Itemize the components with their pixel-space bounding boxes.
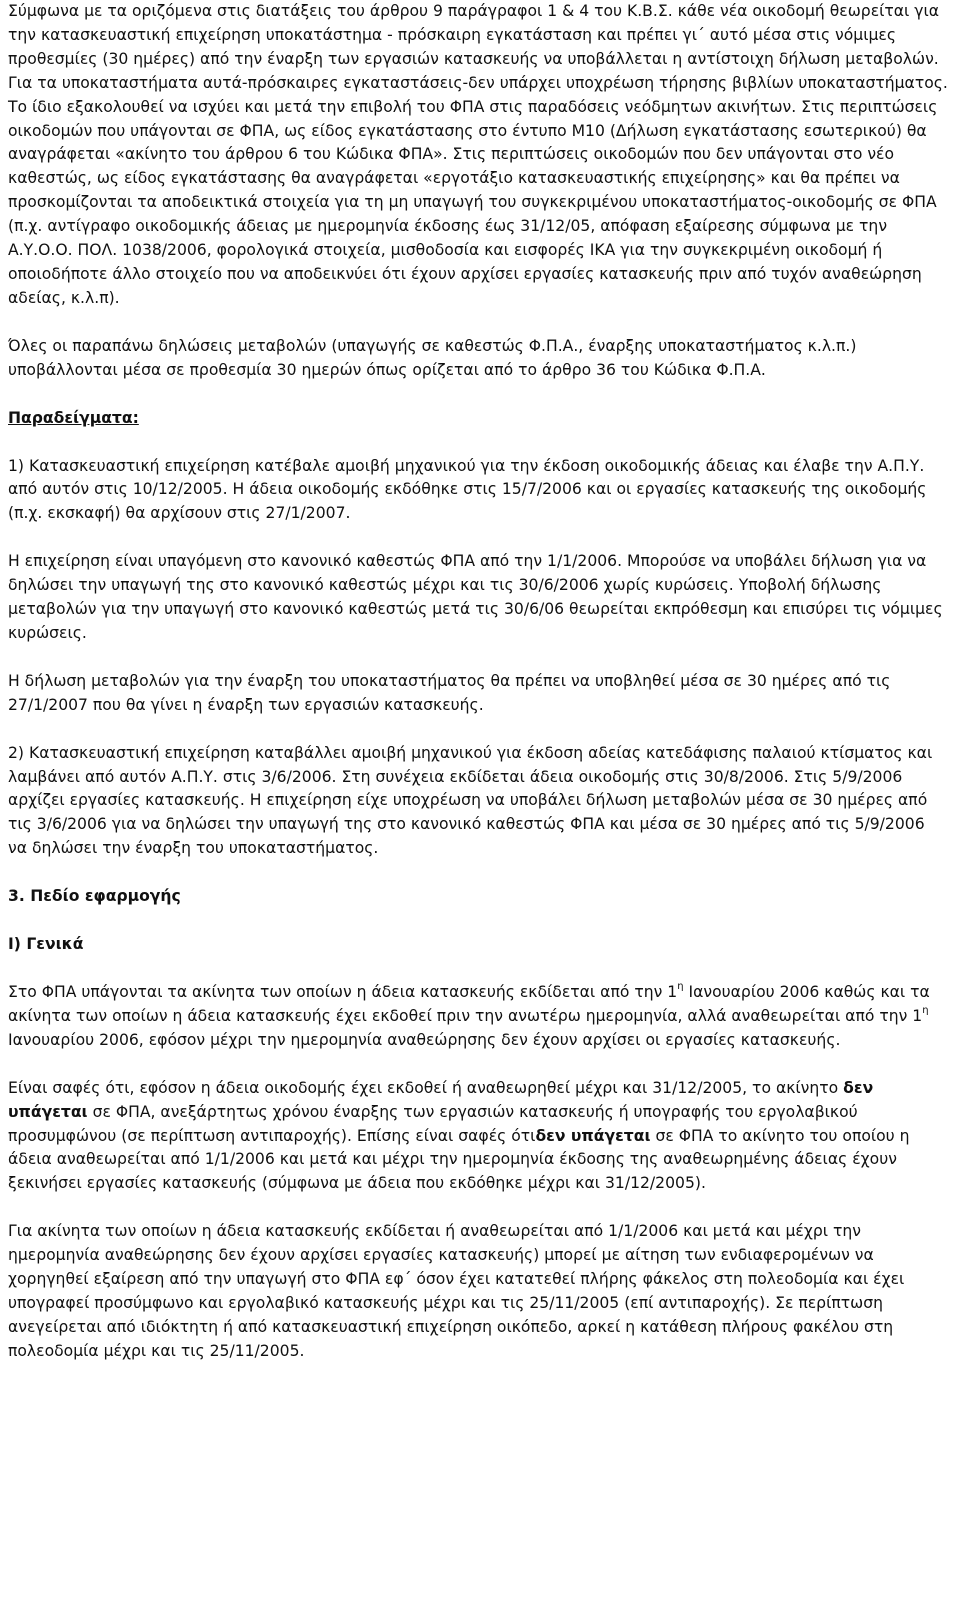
- general-paragraph-1: [8, 981, 948, 1053]
- general-p1-text-c: Ιανουαρίου 2006, εφόσον μέχρι την ημερομηνία αναθεώρησης δεν έχουν αρχίσει οι εργασίες κατασκευής.: [8, 1030, 841, 1049]
- example1-paragraph-3: Η δήλωση μεταβολών για την έναρξη του υποκαταστήματος θα πρέπει να υποβληθεί μέσα σε 30 ημέρες από τις 27/1/2007 που θα γίνει η έναρξη των εργασιών κατασκευής.: [8, 671, 891, 714]
- general-p2-text-a: Είναι σαφές ότι, εφόσον η άδεια οικοδομής έχει εκδοθεί ή αναθεωρηθεί μέχρι και 31/12/2005, το ακίνητο: [8, 1078, 844, 1097]
- general-p2-text-c: σε ΦΠΑ το ακίνητο του οποίου η άδεια αναθεωρείται από 1/1/2006 και μετά και μέχρι την ημερομηνία έκδοσης της αναθεωρημένης άδειας έχουν ξεκινήσει εργασίες κατασκευής (σύμφωνα με άδεια που εκδόθηκε μέχρι και 31/12/2005).: [8, 1126, 910, 1193]
- general-paragraph-2: [8, 1077, 948, 1197]
- general-p2-text-b: σε ΦΠΑ, ανεξάρτητως χρόνου έναρξης των εργασιών κατασκευής ή υπογραφής του εργολαβικού προσυμφώνου (σε περίπτωση αντιπαροχής). Επίσης είναι σαφές ότι: [8, 1102, 858, 1145]
- example1-paragraph-2: Η επιχείρηση είναι υπαγόμενη στο κανονικό καθεστώς ΦΠΑ από την 1/1/2006. Μπορούσε να υποβάλει δήλωση για να δηλώσει την υπαγωγή της στο κανονικό καθεστώς μέχρι και τις 30/6/2006 χωρίς κυρώσεις. Υποβολή δήλωσης μεταβολών για την υπαγωγή στο κανονικό καθεστώς μετά τις 30/6/06 θεωρείται εκπρόθεσμη και επισύρει τις νόμιμες κυρώσεις.: [8, 552, 943, 642]
- general-paragraph-3: Για ακίνητα των οποίων η άδεια κατασκευής εκδίδεται ή αναθεωρείται από 1/1/2006 και μετά και μέχρι την ημερομηνία αναθεώρησης δεν έχουν αρχίσει εργασίες κατασκευής) μπορεί με αίτηση των ενδιαφερομένων να χορηγηθεί εξαίρεση από την υπαγωγή στο ΦΠΑ εφ΄ όσον έχει κατατεθεί πλήρης φάκελος στη πολεοδομία και έχει υπογραφεί προσύμφωνο και εργολαβικό κατασκευής μέχρι και τις 25/11/2005 (επί αντιπαροχής). Σε περίπτωση ανεγείρεται από ιδιόκτητη ή από κατασκευαστική επιχείρηση οικόπεδο, αρκεί η κατάθεση πλήρους φακέλου στη πολεοδομία μέχρι και τις 25/11/2005.: [8, 1222, 905, 1360]
- section-general-heading: Ι) Γενικά: [8, 935, 84, 954]
- intro-paragraph: Σύμφωνα με τα οριζόμενα στις διατάξεις του άρθρου 9 παράγραφοι 1 & 4 του Κ.Β.Σ. κάθε νέα οικοδομή θεωρείται για την κατασκευαστική επιχείρηση υποκατάστημα - πρόσκαιρη εγκατάσταση και πρέπει γι΄ αυτό μέσα στις νόμιμες προθεσμίες (30 ημέρες) από την έναρξη των εργασιών κατασκευής να υποβάλλεται η αντίστοιχη δήλωση μεταβολών. Για τα υποκαταστήματα αυτά-πρόσκαιρες εγκαταστάσεις-δεν υπάρχει υποχρέωση τήρησης βιβλίων υποκαταστήματος. Το ίδιο εξακολουθεί να ισχύει και μετά την επιβολή του ΦΠΑ στις παραδόσεις νεόδμητων ακινήτων. Στις περιπτώσεις οικοδομών που υπάγονται σε ΦΠΑ, ως είδος εγκατάστασης στο έντυπο Μ10 (Δήλωση εγκατάστασης εσωτερικού) θα αναγράφεται «ακίνητο του άρθρου 6 του Κώδικα ΦΠΑ». Στις περιπτώσεις οικοδομών που δεν υπάγονται στο νέο καθεστώς, ως είδος εγκατάστασης θα αναγράφεται «εργοτάξιο κατασκευαστικής επιχείρησης» και θα πρέπει να προσκομίζονται τα αποδεικτικά στοιχεία για τη μη υπαγωγή του συγκεκριμένου υποκαταστήματος-οικοδομής σε ΦΠΑ (π.χ. αντίγραφο οικοδομικής άδειας με ημερομηνία έκδοσης έως 31/12/05, απόφαση εξαίρεσης σύμφωνα με την Α.Υ.Ο.Ο. ΠΟΛ. 1038/2006, φορολογικά στοιχεία, μισθοδοσία και εισφορές ΙΚΑ για την συγκεκριμένη οικοδομή ή οποιοδήποτε άλλο στοιχείο που να αποδεικνύει ότι έχουν αρχίσει εργασίες κατασκευής πριν από τυχόν αναθεώρηση αδείας, κ.λ.π).: [8, 2, 948, 307]
- general-p1-text-a: Στο ΦΠΑ υπάγονται τα ακίνητα των οποίων η άδεια κατασκευής εκδίδεται από την 1: [8, 983, 678, 1001]
- all-declarations-paragraph: Όλες οι παραπάνω δηλώσεις μεταβολών (υπαγωγής σε καθεστώς Φ.Π.Α., έναρξης υποκαταστήματος κ.λ.π.) υποβάλλονται μέσα σε προθεσμία 30 ημερών όπως ορίζεται από το άρθρο 36 του Κώδικα Φ.Π.Α.: [8, 336, 857, 379]
- examples-heading: Παραδείγματα:: [8, 408, 139, 427]
- ordinal-superscript: η: [922, 1004, 929, 1016]
- example1-paragraph-1: 1) Κατασκευαστική επιχείρηση κατέβαλε αμοιβή μηχανικού για την έκδοση οικοδομικής άδειας και έλαβε την Α.Π.Υ. από αυτόν στις 10/12/2005. Η άδεια οικοδομής εκδόθηκε στις 15/7/2006 και οι εργασίες κατασκευής της οικοδομής (π.χ. εκσκαφή) θα αρχίσουν στις 27/1/2007.: [8, 456, 927, 523]
- example2-paragraph-1: 2) Κατασκευαστική επιχείρηση καταβάλλει αμοιβή μηχανικού για έκδοση αδείας κατεδάφισης παλαιού κτίσματος και λαμβάνει από αυτόν Α.Π.Υ. στις 3/6/2006. Στη συνέχεια εκδίδεται άδεια οικοδομής στις 30/8/2006. Στις 5/9/2006 αρχίζει εργασίες κατασκευής. Η επιχείρηση είχε υποχρέωση να υποβάλει δήλωση μεταβολών μέσα σε 30 ημέρες από τις 3/6/2006 για να δηλώσει την υπαγωγή της στο κανονικό καθεστώς ΦΠΑ και μέσα σε 30 ημέρες από τις 5/9/2006 να δηλώσει την έναρξη του υποκαταστήματος.: [8, 743, 933, 858]
- emphasis-not-subject: δεν υπάγεται: [535, 1126, 651, 1145]
- section-3-heading: 3. Πεδίο εφαρμογής: [8, 887, 181, 906]
- ordinal-superscript: η: [677, 980, 684, 992]
- document-page: [8, 0, 948, 1364]
- emphasis-not-subject: δεν υπάγεται: [8, 1078, 874, 1121]
- general-p1-text-b: Ιανουαρίου 2006 καθώς και τα ακίνητα των οποίων η άδεια κατασκευής έχει εκδοθεί πριν την ανωτέρω ημερομηνία, αλλά αναθεωρείται από την 1: [8, 983, 930, 1025]
